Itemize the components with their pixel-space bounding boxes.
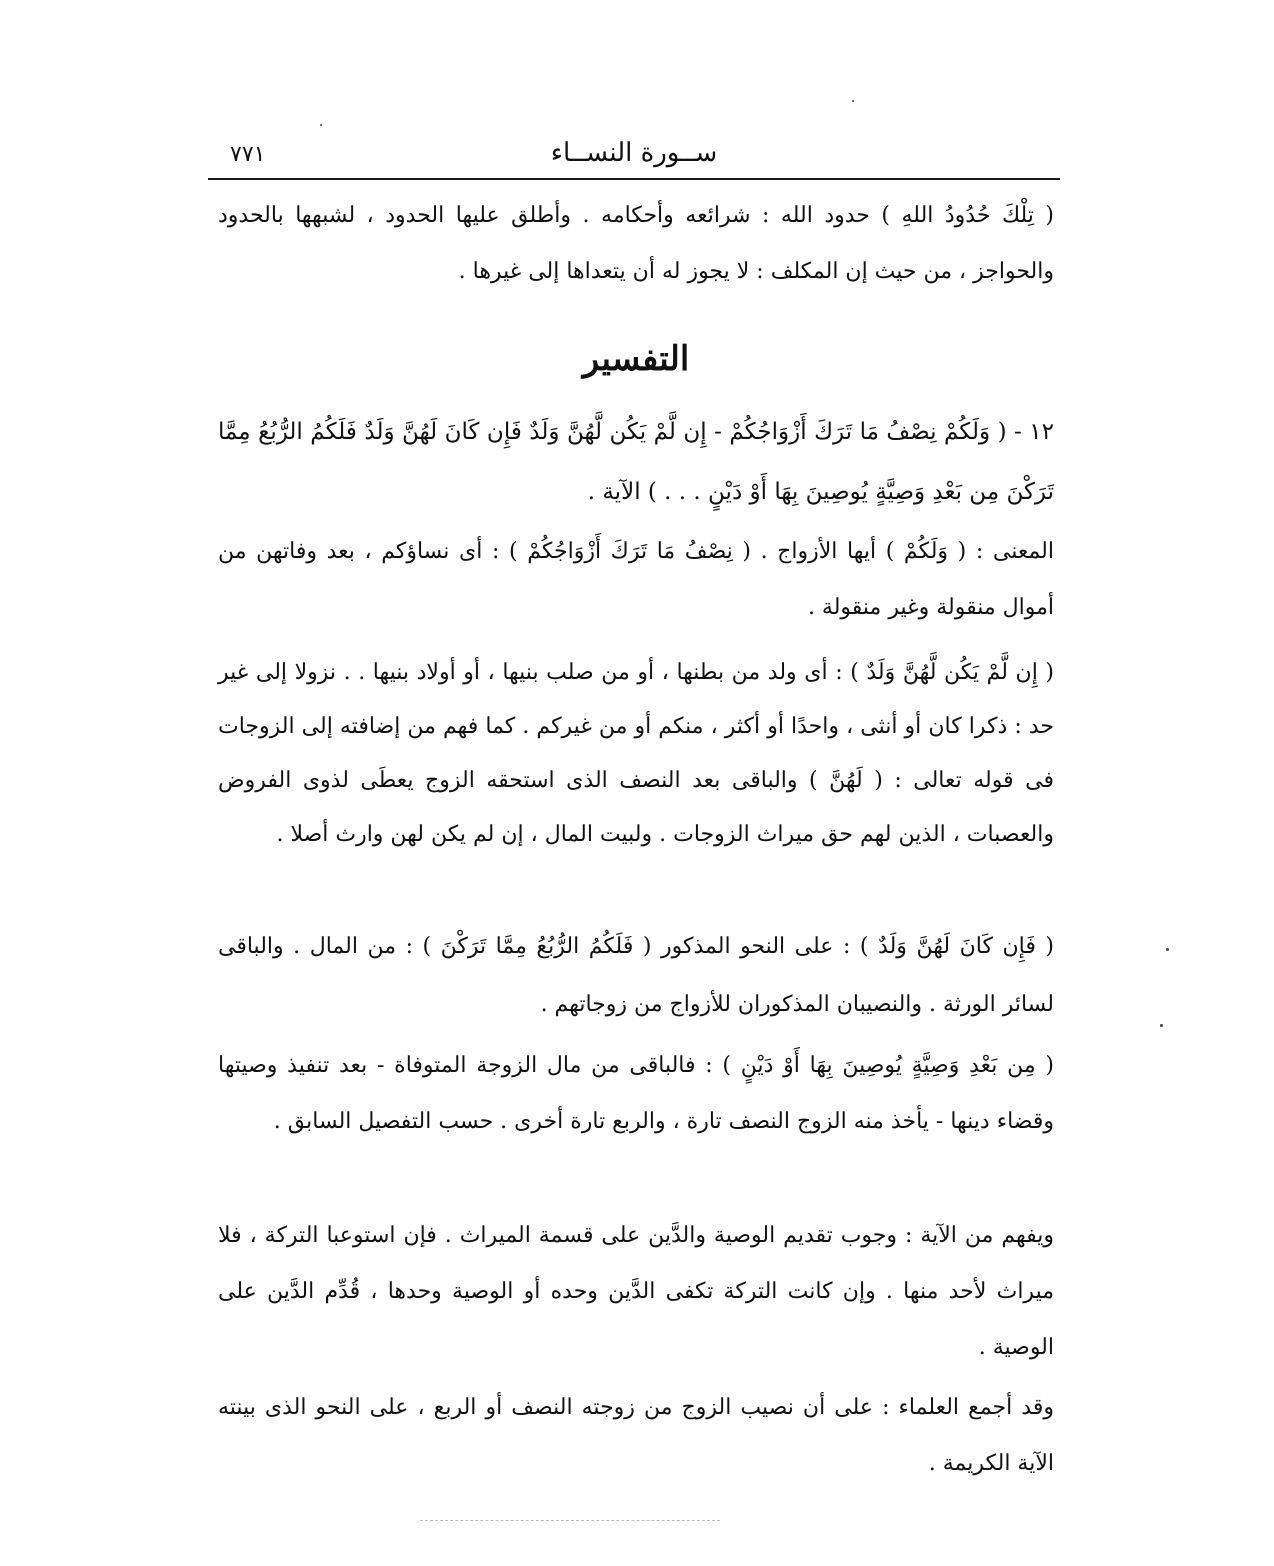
intro-paragraph: ( تِلْكَ حُدُودُ اللهِ ) حدود الله : شرائعه وأحكامه . وأطلق عليها الحدود ، لشبهها بالحدود والحواجز ، من حيث إن المكلف : لا يجوز له أن يتعداها إلى غيرها . [218, 203, 1054, 284]
scan-speck [852, 100, 854, 102]
paragraph-with-child: ( فَإِن كَانَ لَهُنَّ وَلَدٌ ) : على النحو المذكور ( فَلَكُمُ الرُّبُعُ مِمَّا تَرَكْنَ ) : من المال . والباقى لسائر الورثة . والنصيبان المذكوران للأزواج من زوجاتهم . [218, 934, 1055, 1017]
scan-speck [1166, 948, 1169, 951]
paragraph-after-bequest: ( مِن بَعْدِ وَصِيَّةٍ يُوصِينَ بِهَا أَوْ دَيْنٍ ) : فالباقى من مال الزوجة المتوفاة - بعد تنفيذ وصيتها وقضاء دينها - يأخذ منه الزوج النصف تارة ، والربع تارة أخرى . حسب التفصيل السابق . [218, 1053, 1054, 1134]
paragraph-consensus: وقد أجمع العلماء : على أن نصيب الزوج من زوجته النصف أو الربع ، على النحو الذى بينته الآية الكريمة . [218, 1395, 1054, 1476]
header-divider [208, 178, 1060, 180]
paragraph-understood: ويفهم من الآية : وجوب تقديم الوصية والدَّين على قسمة الميراث . فإن استوعبا التركة ، فلا ميراث لأحد منها . وإن كانت التركة تكفى الدَّين وحده أو الوصية وحدها ، قُدِّم الدَّين على الوصية . [218, 1223, 1054, 1360]
scan-speck [320, 124, 322, 126]
paragraph-no-child: ( إِن لَّمْ يَكُن لَّهُنَّ وَلَدٌ ) : أى ولد من بطنها ، أو من صلب بنيها ، أو أولاد بنيها . . نزولا إلى غير حد : ذكرا كان أو أنثى ، واحدًا أو أكثر ، منكم أو من غيركم . كما فهم من إضافته إلى الزوجات فى قوله تعالى : ( لَهُنَّ ) والباقى بعد النصف الذى استحقه الزوج يعطَى لذوى الفروض والعصبات ، الذين لهم حق ميراث الزوجات . ولبيت المال ، إن لم يكن لهن وارث أصلا . [218, 660, 1054, 847]
page-number: ٧٧١ [230, 142, 266, 167]
page-header [208, 134, 1060, 174]
surah-title: ســورة النســاء [550, 138, 718, 168]
scan-noise-line [420, 1520, 720, 1521]
scan-speck [1160, 1024, 1163, 1027]
paragraph-meaning: المعنى : ( وَلَكُمْ ) أيها الأزواج . ( نِصْفُ مَا تَرَكَ أَزْوَاجُكُمْ ) : أى نساؤكم ، بعد وفاتهن من أموال منقولة وغير منقولة . [218, 539, 1054, 620]
section-heading: التفسير [582, 339, 690, 379]
verse-paragraph: ١٢ - ( وَلَكُمْ نِصْفُ مَا تَرَكَ أَزْوَاجُكُمْ - إِن لَّمْ يَكُن لَّهُنَّ وَلَدٌ فَإِن كَانَ لَهُنَّ وَلَدٌ فَلَكُمُ الرُّبُعُ مِمَّا تَرَكْنَ مِن بَعْدِ وَصِيَّةٍ يُوصِينَ بِهَا أَوْ دَيْنٍ . . . ) الآية . [218, 419, 1054, 505]
